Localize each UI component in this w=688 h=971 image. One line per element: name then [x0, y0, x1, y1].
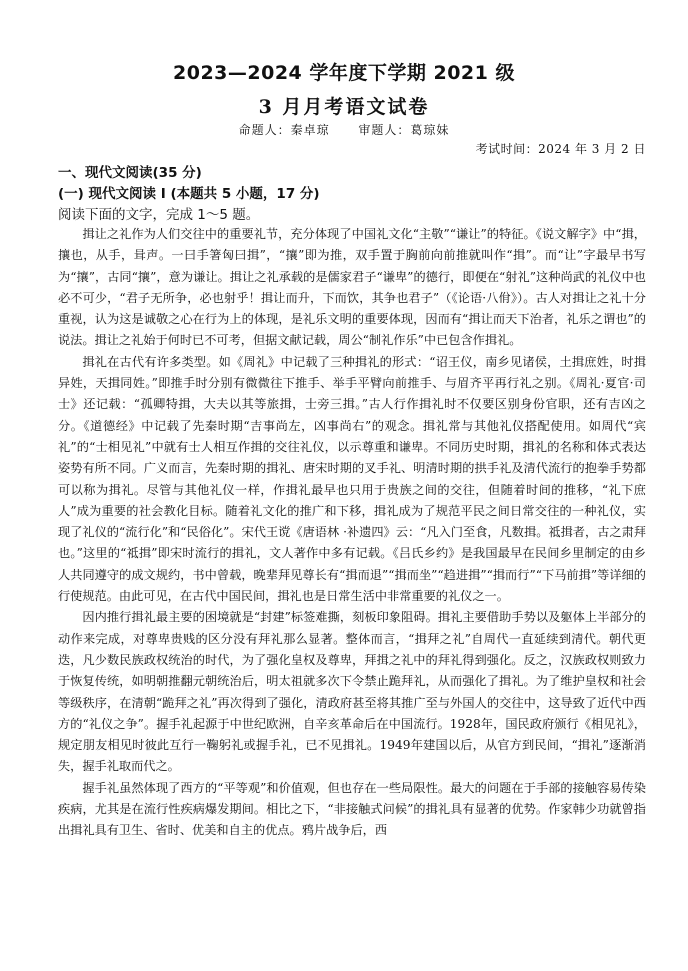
- reading-instruction: 阅读下面的文字，完成 1～5 题。: [58, 207, 260, 223]
- exam-subtitle: 3 月月考语文试卷: [258, 96, 430, 118]
- author-line: [0, 121, 688, 138]
- reviewer-name: 审题人：葛琼妹: [358, 123, 450, 137]
- passage-body: [58, 224, 646, 842]
- section-heading: 一、现代文阅读(35 分): [58, 165, 202, 181]
- passage-paragraph: 因内推行揖礼最主要的困境就是“封建”标签难撕，刻板印象阻碍。揖礼主要借助手势以及躯体上半部分的动作来完成，对尊卑贵贱的区分没有拜礼那么显著。整体而言，“揖拜之礼”自周代一直延续到清代。朝代更迭，凡少数民族政权统治的时代，为了强化皇权及尊卑，拜揖之礼中的拜礼得到强化。反之，汉族政权则致力于恢复传统，如明朝推翻元朝统治后，明太祖就多次下令禁止跪拜礼，从而强化了揖礼。为了维护皇权和社会等级秩序，在清朝“跪拜之礼”再次得到了强化，清政府甚至将其推广至与外国人的交往中，这导致了近代中西方的“礼仪之争”。握手礼起源于中世纪欧洲，自辛亥革命后在中国流行。1928年，国民政府颁行《相见礼》，规定朋友相见时彼此互行一鞠躬礼或握手礼，已不见揖礼。1949年建国以后，从官方到民间，“揖礼”逐渐消失，握手礼取而代之。: [58, 610, 646, 774]
- author-name: 命题人：秦卓琼: [238, 123, 330, 137]
- passage-paragraph: 揖礼在古代有许多类型。如《周礼》中记载了三种揖礼的形式：“诏王仪，南乡见诸侯，土揖庶姓，时揖异姓，天揖同姓。”即推手时分别有微微往下推手、举手平臂向前推手、与眉齐平再行礼之别。《周礼·夏官·司士》还记载：“孤卿特揖，大夫以其等旅揖，士旁三揖。”古人行作揖礼时不仅要区别身份官职，还有吉凶之分。《道德经》中记载了先秦时期“吉事尚左，凶事尚右”的观念。揖礼常与其他礼仪搭配使用。如周代“宾礼”的“士相见礼”中就有士人相互作揖的交往礼仪，以示尊重和谦卑。不同历史时期，揖礼的名称和体式表达姿势有所不同。广义而言，先秦时期的揖礼、唐宋时期的叉手礼、明清时期的拱手礼及清代流行的抱拳手势都可以称为揖礼。尽管与其他礼仪一样，作揖礼最早也只用于贵族之间的交往，但随着时间的推移，“礼下庶人”成为重要的社会教化目标。随着礼文化的推广和下移，揖礼成为了规范平民之间日常交往的一种礼仪，实现了礼仪的“流行化”和“民俗化”。宋代王谠《唐语林 ·补遗四》云：“凡入门至食，凡数揖。祗揖者，古之肃拜也。”这里的“祗揖”即宋时流行的揖礼，文人著作中多有记载。《吕氏乡约》是我国最早在民间乡里制定的由乡人共同遵守的成文规约，书中曾载，晚辈拜见尊长有“揖而退”“揖而坐”“趋进揖”“揖而行”“下马前揖”等详细的行使规范。由此可见，在古代中国民间，揖礼也是日常生活中非常重要的礼仪之一。: [58, 354, 646, 604]
- exam-title: 2023—2024 学年度下学期 2021 级: [173, 62, 515, 84]
- exam-time: 考试时间：2024 年 3 月 2 日: [475, 142, 646, 156]
- passage-paragraph: 握手礼虽然体现了西方的“平等观”和价值观，但也存在一些局限性。最大的问题在于手部的接触容易传染疾病，尤其是在流行性疾病爆发期间。相比之下，“非接触式问候”的揖礼具有显著的优势。作家韩少功就曾指出揖礼具有卫生、省时、优美和自主的优点。鸦片战争后，西: [58, 780, 646, 838]
- subsection-heading: (一) 现代文阅读 I (本题共 5 小题，17 分): [58, 186, 320, 202]
- passage-paragraph: 揖让之礼作为人们交往中的重要礼节，充分体现了中国礼文化“主敬”“谦让”的特征。《说文解字》中“揖，攘也，从手，咠声。一曰手箸匈曰揖”，“攘”即为推，双手置于胸前向前推就叫作“揖”。而“让”字最早书写为“攘”，古同“攘”，意为谦让。揖让之礼承载的是儒家君子“谦卑”的德行，即便在“射礼”这种尚武的礼仪中也必不可少，“君子无所争，必也射乎！揖让而升，下而饮，其争也君子”（《论语·八佾》）。古人对揖让之礼十分重视，认为这是诚敬之心在行为上的体现，是礼乐文明的重要体现，因而有“揖让而天下治者，礼乐之谓也”的说法。揖让之礼始于何时已不可考，但据文献记载，周公“制礼作乐”中已包含作揖礼。: [58, 227, 646, 348]
